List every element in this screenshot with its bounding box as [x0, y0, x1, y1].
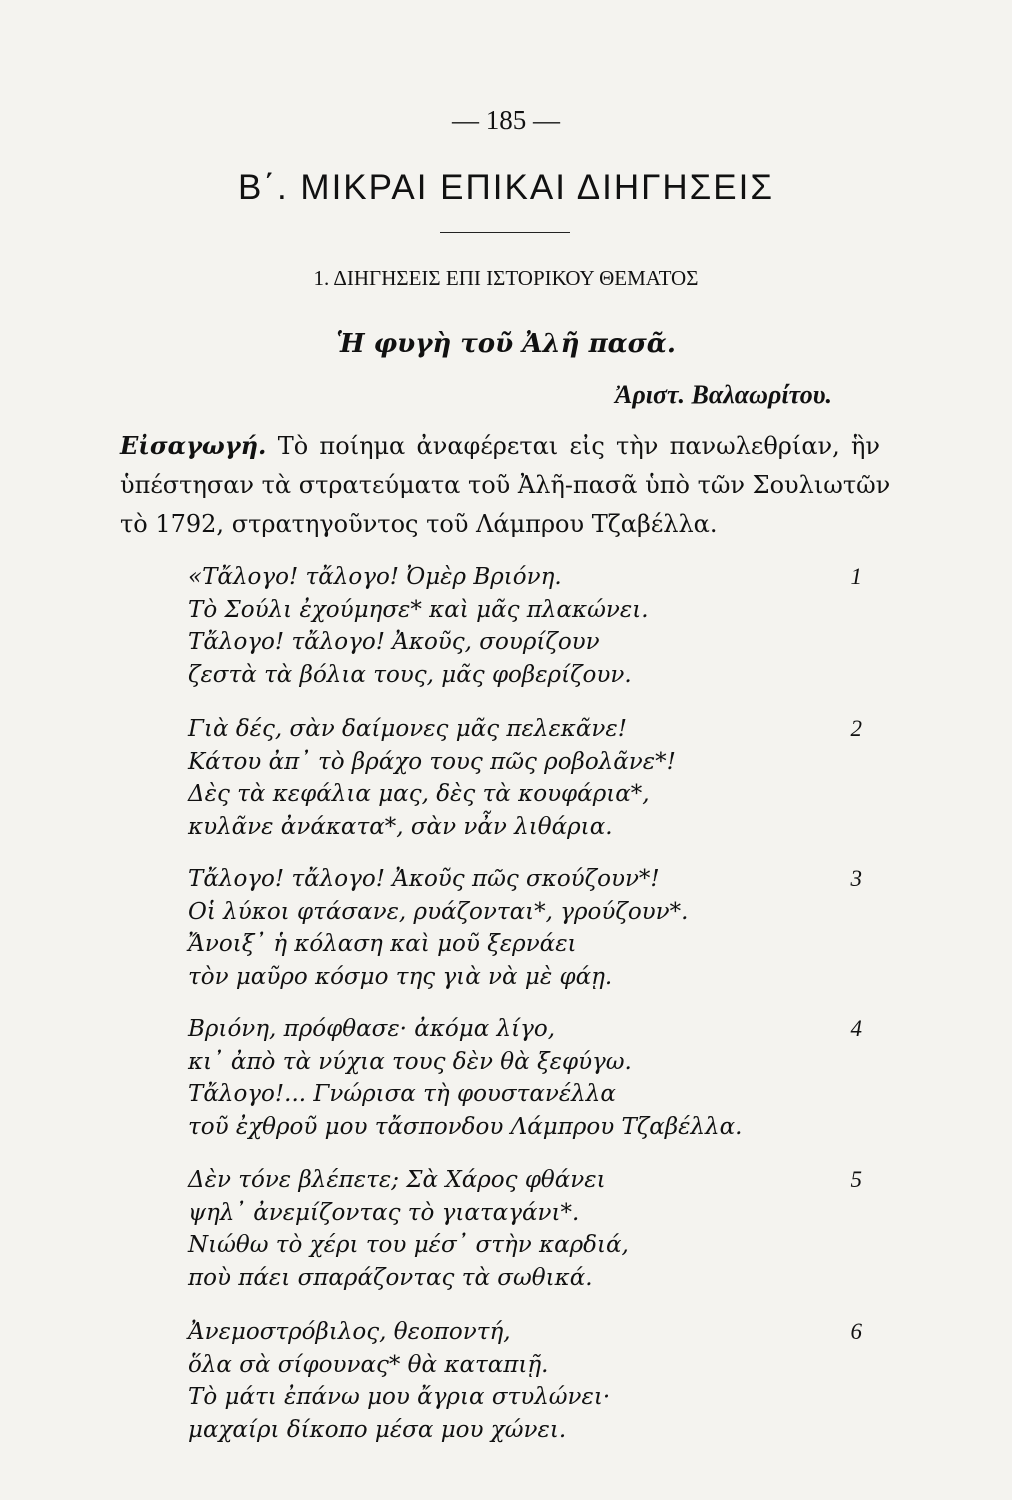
stanza-2	[188, 713, 868, 844]
verse-line: Δὲς τὰ κεφάλια μας, δὲς τὰ κουφάρια*,	[188, 781, 650, 808]
verse-line: κι᾽ ἀπὸ τὰ νύχια τους δὲν θὰ ξεφύγω.	[188, 1048, 632, 1075]
verse-line: Νιώθω τὸ χέρι του μέσ᾽ στὴν καρδιά,	[188, 1232, 629, 1259]
poem-title: Ἡ φυγὴ τοῦ Ἀλῆ πασᾶ.	[336, 329, 676, 359]
stanza-number: 6	[850, 1319, 862, 1344]
verse-line: κυλᾶνε ἀνάκατα*, σὰν νἆν λιθάρια.	[188, 814, 613, 841]
stanza-5	[188, 1164, 868, 1295]
poem-author: Ἀριστ. Βαλαωρίτου.	[615, 380, 832, 409]
verse-line: ποὺ πάει σπαράζοντας τὰ σωθικά.	[188, 1265, 593, 1292]
verse-line: Ἄνοιξ᾽ ἡ κόλαση καὶ μοῦ ξερνάει	[188, 931, 577, 958]
verse-line: τὸν μαῦρο κόσμο της γιὰ νὰ μὲ φάῃ.	[188, 964, 613, 991]
verse-line: Βριόνη, πρόφθασε· ἀκόμα λίγο,	[188, 1016, 556, 1042]
stanza-number: 3	[850, 866, 862, 891]
verse-line: ζεστὰ τὰ βόλια τους, μᾶς φοβερίζουν.	[188, 662, 632, 689]
verse-line: Οἱ λύκοι φτάσανε, ρυάζονται*, γρούζουν*.	[188, 898, 689, 925]
page-number: — 185 —	[452, 105, 560, 135]
verse-line: Τἄλογο!... Γνώρισα τὴ φουστανέλλα	[188, 1081, 616, 1108]
verse-line: ψηλ᾽ ἀνεμίζοντας τὸ γιαταγάνι*.	[188, 1199, 580, 1226]
stanza-number: 4	[850, 1016, 862, 1041]
verse-line: μαχαίρι δίκοπο μέσα μου χώνει.	[188, 1417, 567, 1444]
intro-label: Εἰσαγωγή.	[120, 431, 267, 460]
stanza-number: 1	[850, 564, 862, 589]
verse-line: ὅλα σὰ σίφουνας* θὰ καταπιῇ.	[188, 1351, 549, 1378]
verse-line: Τἄλογο! τἄλογο! Ἀκοῦς, σουρίζουν	[188, 629, 600, 656]
intro-line: τὸ 1792, στρατηγοῦντος τοῦ Λάμπρου Τζαβέλλα.	[120, 510, 718, 538]
stanza-4	[188, 1013, 868, 1144]
verse-line: Κάτου ἀπ᾽ τὸ βράχο τους πῶς ροβολᾶνε*!	[188, 748, 676, 775]
intro-line	[120, 426, 880, 466]
verse-line: Τὸ Σούλι ἐχούμησε* καὶ μᾶς πλακώνει.	[188, 596, 649, 623]
intro-line: ὑπέστησαν τὰ στρατεύματα τοῦ Ἀλῆ-πασᾶ ὑπὸ τῶν Σουλιωτῶν	[120, 471, 891, 499]
intro-text: Τὸ ποίημα ἀναφέρεται εἰς τὴν πανωλεθρίαν, ἣν	[277, 432, 880, 460]
stanza-number: 5	[850, 1167, 862, 1192]
subsection-heading: 1. ΔΙΗΓΗΣΕΙΣ ΕΠΙ ΙΣΤΟΡΙΚΟΥ ΘΕΜΑΤΟΣ	[313, 266, 699, 290]
heading-divider	[440, 232, 570, 233]
stanza-number: 2	[850, 716, 862, 741]
verse-line: Τἄλογο! τἄλογο! Ἀκοῦς πῶς σκούζουν*!	[188, 866, 660, 892]
stanza-6	[188, 1316, 868, 1447]
verse-line: τοῦ ἐχθροῦ μου τἄσπονδου Λάμπρου Τζαβέλλα.	[188, 1114, 743, 1141]
verse-line: «Τἄλογο! τἄλογο! Ὀμὲρ Βριόνη.	[188, 564, 562, 590]
section-heading: Β΄. ΜΙΚΡΑΙ ΕΠΙΚΑΙ ΔΙΗΓΗΣΕΙΣ	[237, 168, 775, 207]
verse-line: Γιὰ δές, σὰν δαίμονες μᾶς πελεκᾶνε!	[188, 716, 627, 742]
verse-line: Ἀνεμοστρόβιλος, θεοποντή,	[188, 1319, 511, 1345]
stanza-3	[188, 863, 868, 994]
stanza-1	[188, 561, 868, 692]
verse-line: Τὸ μάτι ἐπάνω μου ἄγρια στυλώνει·	[188, 1384, 611, 1411]
introduction	[120, 426, 891, 544]
verse-line: Δὲν τόνε βλέπετε; Σὰ Χάρος φθάνει	[188, 1167, 606, 1193]
